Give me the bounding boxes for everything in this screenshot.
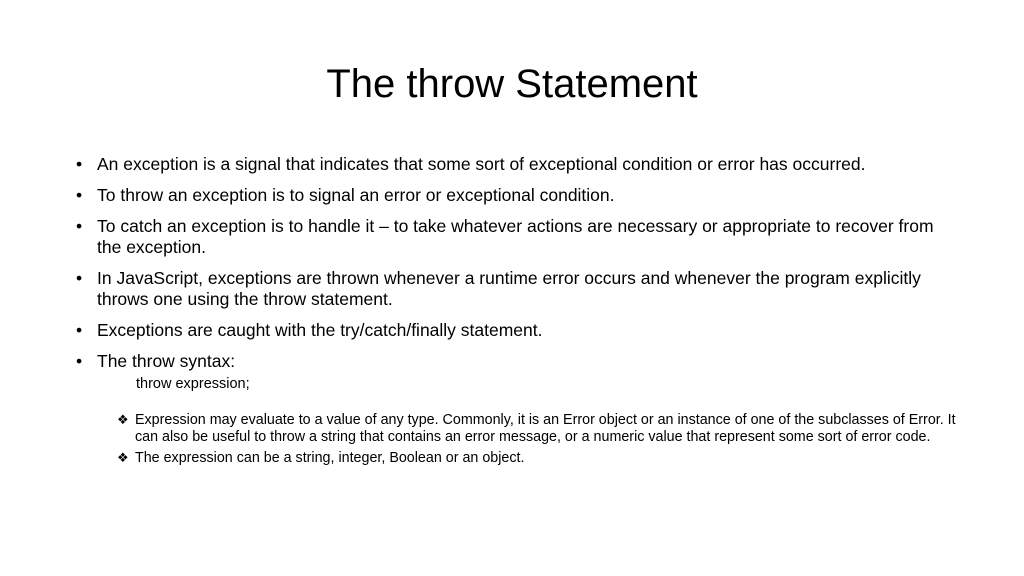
sub-bullet-item: [117, 450, 956, 467]
bullet-item: [76, 216, 956, 258]
bullet-item: [76, 320, 956, 341]
slide-title: The throw Statement: [326, 62, 698, 106]
bullet-text: To throw an exception is to signal an error or exceptional condition.: [97, 185, 615, 205]
bullet-text: Exceptions are caught with the try/catch/finally statement.: [97, 320, 543, 340]
bullet-text: In JavaScript, exceptions are thrown whenever a runtime error occurs and whenever the program explicitly throws one using the throw statement.: [97, 268, 921, 309]
bullet-text: An exception is a signal that indicates that some sort of exceptional condition or error has occurred.: [97, 154, 866, 174]
diamond-bullet-icon: ❖: [117, 412, 129, 427]
bullet-list: [76, 154, 956, 372]
syntax-line: throw expression;: [136, 376, 250, 392]
diamond-bullet-icon: ❖: [117, 450, 129, 465]
bullet-text: The throw syntax:: [97, 351, 236, 371]
bullet-icon: •: [76, 185, 83, 205]
bullet-icon: •: [76, 320, 83, 340]
sub-bullet-item: [117, 412, 956, 445]
bullet-item: [76, 185, 956, 206]
sub-bullet-list: [117, 412, 956, 467]
bullet-item: [76, 154, 956, 175]
bullet-icon: •: [76, 154, 83, 174]
bullet-icon: •: [76, 268, 83, 288]
bullet-text: To catch an exception is to handle it – to take whatever actions are necessary or appropriate to recover from the exception.: [97, 216, 934, 257]
sub-bullet-text: The expression can be a string, integer, Boolean or an object.: [135, 450, 525, 466]
sub-bullet-text: Expression may evaluate to a value of any type. Commonly, it is an Error object or an instance of one of the subclasses of Error. It can also be useful to throw a string that contains an error message, or a numeric value that represent some sort of error code.: [135, 412, 956, 445]
bullet-icon: •: [76, 351, 83, 371]
bullet-item: [76, 351, 956, 372]
bullet-item: [76, 268, 956, 310]
slide-body: [76, 154, 956, 472]
bullet-icon: •: [76, 216, 83, 236]
